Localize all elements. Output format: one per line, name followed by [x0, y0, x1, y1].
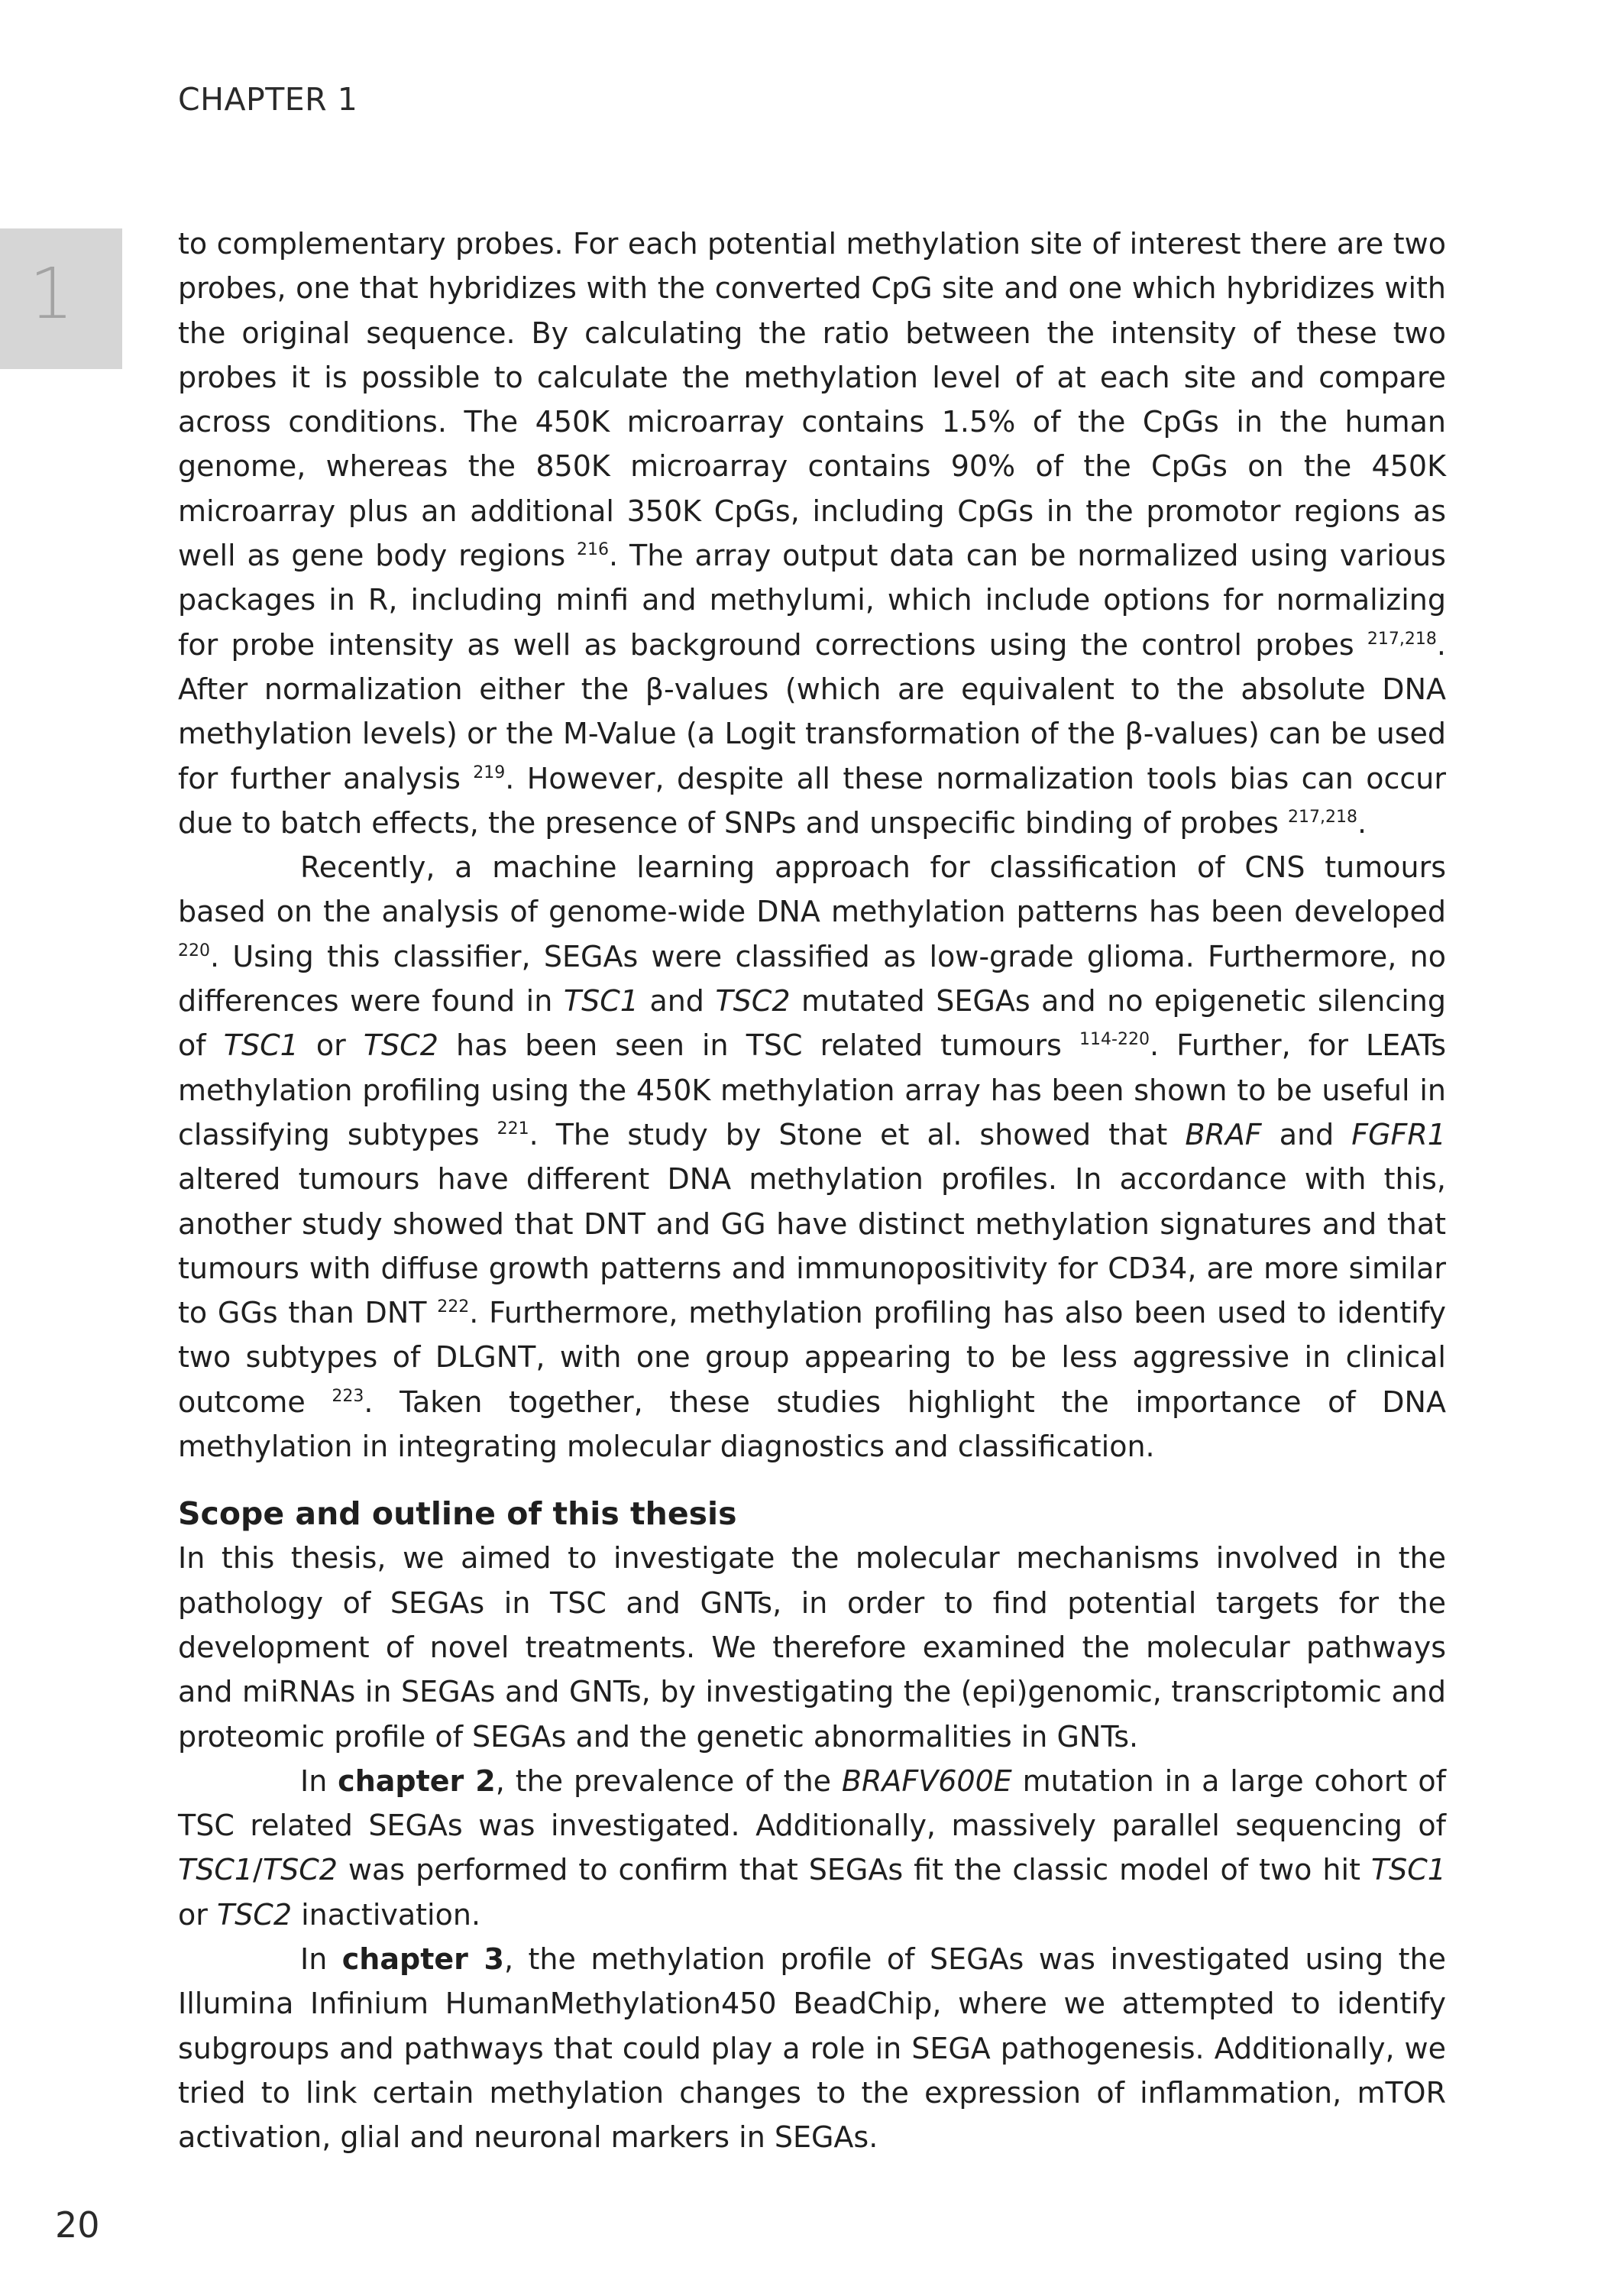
- citation: 219: [473, 763, 506, 782]
- page-number: 20: [55, 2204, 100, 2246]
- citation: 223: [332, 1386, 364, 1406]
- citation: 114-220: [1079, 1030, 1150, 1050]
- paragraph-methylation-arrays: to complementary probes. For each potential methylation site of interest there are two probes, one that hybridizes with the converted CpG site and one which hybridizes with the original sequence. By calculating the ratio between the intensity of these two probes it is possible to calculate the methylation level of at each site and compare across conditions. The 450K microarray contains 1.5% of the CpGs in the human genome, whereas the 850K microarray contains 90% of the CpGs on the 450K microarray plus an additional 350K CpGs, including CpGs in the promotor regions as well as gene body regions $^{216}$. The array output data can be normalized using various packages in R, including minfi and methylumi, which include options for normalizing for probe intensity as well as background corrections using the control probes $^{217,218}$. After normalization either the β-values (which are equivalent to the absolute DNA methylation levels) or the M-Value (a Logit transformation of the β-values) can be used for further analysis $^{219}$. However, despite all these normalization tools bias can occur due to batch effects, the presence of SNPs and unspecific binding of probes $^{217,218}$.: [178, 227, 1446, 840]
- paragraph-classification: Recently, a machine learning approach for classification of CNS tumours based on the analysis of genome-wide DNA methylation patterns has been developed $^{220}$. Using this classifier, SEGAs were classified as low-grade glioma. Furthermore, no differences were found in TSC1 and TSC2 mutated SEGAs and no epigenetic silencing of TSC1 or TSC2 has been seen in TSC related tumours $^{114-220}$. Further, for LEATs methylation profiling using the 450K methylation array has been shown to be useful in classifying subtypes $^{221}$. The study by Stone et al. showed that BRAF and FGFR1 altered tumours have different DNA methylation profiles. In accordance with this, another study showed that DNT and GG have distinct methylation signatures and that tumours with diffuse growth patterns and immunopositivity for CD34, are more similar to GGs than DNT $^{222}$. Furthermore, methylation profiling has also been used to identify two subtypes of DLGNT, with one group appearing to be less aggressive in clinical outcome $^{223}$. Taken together, these studies highlight the importance of DNA methylation in integrating molecular diagnostics and classification.: [178, 850, 1447, 1464]
- section-heading: Scope and outline of this thesis: [178, 1495, 737, 1533]
- chapter-tab-number: 1: [29, 253, 74, 335]
- paragraph-chapter-3: In chapter 3, the methylation profile of SEGAs was investigated using the Illumina Infinium HumanMethylation450 BeadChip, where we attempted to identify subgroups and pathways that could play a role in SEGA pathogenesis. Additionally, we tried to link certain methylation changes to the expression of inflammation, mTOR activation, glial and neuronal markers in SEGAs.: [178, 1942, 1446, 2155]
- citation: 220: [178, 941, 210, 960]
- running-head: CHAPTER 1: [178, 81, 358, 118]
- chapter-tab: [0, 228, 122, 369]
- body-text: [178, 222, 1446, 2159]
- paragraph-scope: In this thesis, we aimed to investigate the molecular mechanisms involved in the pathology of SEGAs in TSC and GNTs, in order to find potential targets for the development of novel treatments. We therefore examined the molecular pathways and miRNAs in SEGAs and GNTs, by investigating the (epi)genomic, transcriptomic and proteomic profile of SEGAs and the genetic abnormalities in GNTs.: [178, 1541, 1446, 1754]
- citation: 221: [497, 1119, 529, 1138]
- citation: 216: [577, 540, 610, 560]
- citation: 222: [437, 1297, 470, 1317]
- citation: 217,218: [1367, 629, 1437, 649]
- paragraph-chapter-2: In chapter 2, the prevalence of the BRAFV600E mutation in a large cohort of TSC related SEGAs was investigated. Additionally, massively parallel sequencing of TSC1/TSC2 was performed to confirm that SEGAs fit the classic model of two hit TSC1 or TSC2 inactivation.: [178, 1763, 1446, 1932]
- citation: 217,218: [1288, 807, 1358, 827]
